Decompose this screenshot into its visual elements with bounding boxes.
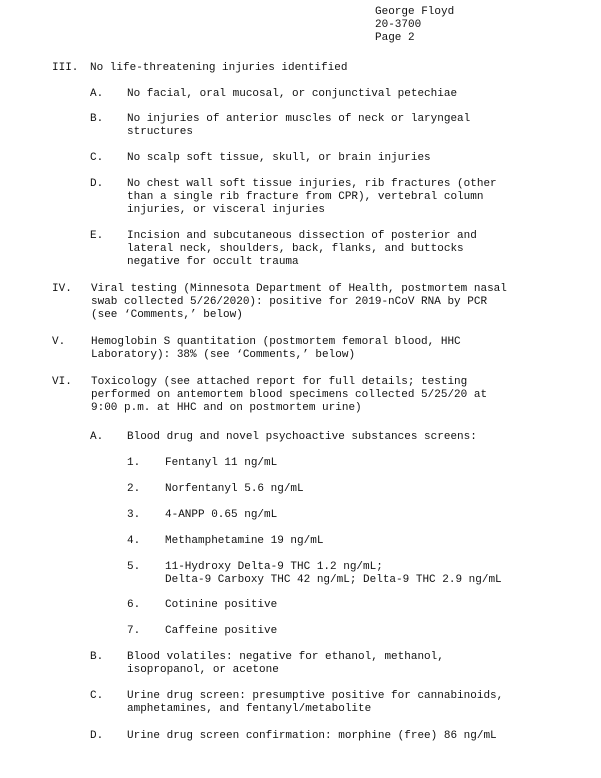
page-number: Page 2 [375, 32, 415, 44]
item-text: isopropanol, or acetone [127, 664, 279, 676]
patient-name: George Floyd [375, 6, 455, 18]
section-text: performed on antemortem blood specimens collected 5/25/20 at [91, 389, 488, 401]
sub-item-number: 4. [127, 535, 141, 547]
case-number: 20-3700 [375, 19, 422, 31]
item-text: than a single rib fracture from CPR), vertebral column [127, 191, 484, 203]
item-text: No chest wall soft tissue injuries, rib fractures (other [127, 178, 497, 190]
item-letter: D. [90, 730, 104, 742]
sub-item-text: Delta-9 Carboxy THC 42 ng/mL; Delta-9 THC 2.9 ng/mL [165, 574, 502, 586]
item-letter: C. [90, 152, 104, 164]
item-text: Incision and subcutaneous dissection of posterior and [127, 230, 477, 242]
item-letter: B. [90, 651, 104, 663]
section-number: IV. [52, 283, 72, 295]
section-text: Laboratory): 38% (see ‘Comments,’ below) [91, 349, 356, 361]
item-letter: A. [90, 431, 104, 443]
sub-item-text: Norfentanyl 5.6 ng/mL [165, 483, 304, 495]
item-text: No scalp soft tissue, skull, or brain injuries [127, 152, 431, 164]
section-text: swab collected 5/26/2020): positive for 2019-nCoV RNA by PCR [91, 296, 488, 308]
section-text: Viral testing (Minnesota Department of Health, postmortem nasal [91, 283, 507, 295]
item-text: Blood drug and novel psychoactive substances screens: [127, 431, 477, 443]
item-text: amphetamines, and fentanyl/metabolite [127, 703, 372, 715]
sub-item-text: Fentanyl 11 ng/mL [165, 457, 278, 469]
sub-item-number: 7. [127, 625, 141, 637]
sub-item-text: Cotinine positive [165, 599, 278, 611]
item-text: No injuries of anterior muscles of neck or laryngeal [127, 113, 471, 125]
item-letter: B. [90, 113, 104, 125]
sub-item-number: 2. [127, 483, 141, 495]
section-number: V. [52, 336, 66, 348]
sub-item-text: 4-ANPP 0.65 ng/mL [165, 509, 278, 521]
sub-item-number: 6. [127, 599, 141, 611]
section-text: 9:00 p.m. at HHC and on postmortem urine) [91, 402, 362, 414]
item-letter: C. [90, 690, 104, 702]
item-text: structures [127, 126, 194, 138]
section-title: No life-threatening injuries identified [90, 62, 348, 74]
item-letter: A. [90, 88, 104, 100]
item-text: injuries, or visceral injuries [127, 204, 326, 216]
section-number: VI. [52, 376, 72, 388]
item-letter: E. [90, 230, 104, 242]
sub-item-number: 5. [127, 561, 141, 573]
item-text: Urine drug screen: presumptive positive for cannabinoids, [127, 690, 504, 702]
item-letter: D. [90, 178, 104, 190]
section-text: Toxicology (see attached report for full details; testing [91, 376, 468, 388]
sub-item-number: 1. [127, 457, 141, 469]
item-text: Urine drug screen confirmation: morphine (free) 86 ng/mL [127, 730, 497, 742]
item-text: lateral neck, shoulders, back, flanks, and buttocks [127, 243, 464, 255]
sub-item-number: 3. [127, 509, 141, 521]
section-text: Hemoglobin S quantitation (postmortem femoral blood, HHC [91, 336, 461, 348]
section-number: III. [52, 62, 79, 74]
sub-item-text: 11-Hydroxy Delta-9 THC 1.2 ng/mL; [165, 561, 383, 573]
sub-item-text: Caffeine positive [165, 625, 278, 637]
item-text: Blood volatiles: negative for ethanol, methanol, [127, 651, 444, 663]
item-text: No facial, oral mucosal, or conjunctival petechiae [127, 88, 458, 100]
section-text: (see ‘Comments,’ below) [91, 309, 243, 321]
sub-item-text: Methamphetamine 19 ng/mL [165, 535, 324, 547]
item-text: negative for occult trauma [127, 256, 299, 268]
